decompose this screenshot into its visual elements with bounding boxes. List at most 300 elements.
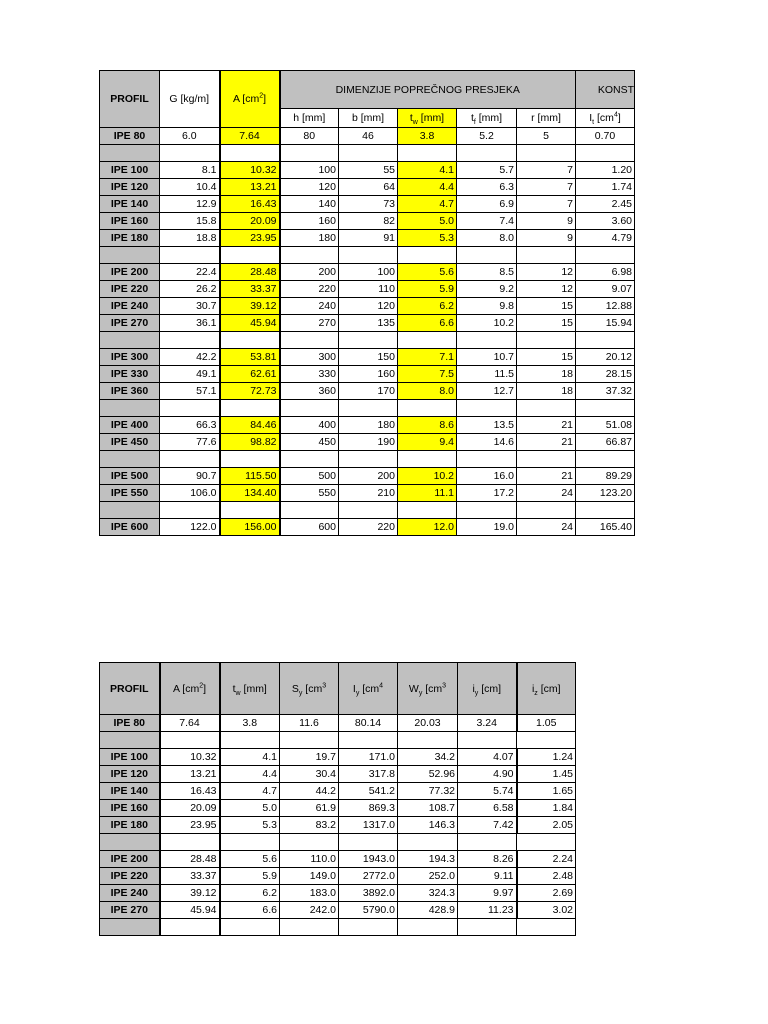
spacer-cell — [398, 400, 457, 417]
cell-tf: 17.2 — [457, 485, 517, 502]
table-row — [100, 349, 635, 366]
spacer-cell — [220, 145, 280, 162]
spacer-cell — [398, 451, 457, 468]
cell-r: 15 — [517, 349, 576, 366]
spacer-cell — [576, 332, 635, 349]
table-row — [100, 179, 635, 196]
cell-iys: 9.11 — [458, 868, 517, 885]
cell-a: 115.50 — [220, 468, 280, 485]
cell-h: 120 — [280, 179, 339, 196]
cell-iz: 3.02 — [517, 902, 576, 919]
cell-tw: 4.7 — [398, 196, 457, 213]
cell-tw: 5.0 — [398, 213, 457, 230]
spacer-cell — [398, 247, 457, 264]
cell-iz: 2.24 — [517, 851, 576, 868]
spacer-cell — [160, 451, 220, 468]
cell-b: 200 — [339, 468, 398, 485]
spacer-cell — [398, 919, 458, 936]
spacer-cell — [280, 145, 339, 162]
cell-g: 42.2 — [160, 349, 220, 366]
table-row — [100, 417, 635, 434]
header2-iy-radius: $i_y$ [cm] — [458, 663, 517, 715]
spacer-cell — [398, 732, 458, 749]
cell-iy: 171.0 — [339, 749, 398, 766]
table-row — [100, 519, 635, 536]
cell-tw: 4.7 — [220, 783, 280, 800]
cell-sy: 11.6 — [280, 715, 339, 732]
spacer-cell — [280, 732, 339, 749]
cell-h: 600 — [280, 519, 339, 536]
header2-iy: $I_y$ [$cm^4$ — [339, 663, 398, 715]
spacer-cell — [220, 732, 280, 749]
profile-name: IPE 100 — [100, 749, 160, 766]
profile-name: IPE 220 — [100, 868, 160, 885]
profile-name: IPE 100 — [100, 162, 160, 179]
cell-b: 55 — [339, 162, 398, 179]
cell-sy: 44.2 — [280, 783, 339, 800]
cell-tw: 4.4 — [398, 179, 457, 196]
cell-it: 1.20 — [576, 162, 635, 179]
table-row — [100, 800, 576, 817]
spacer-cell — [100, 400, 160, 417]
header2-area: A $[cm^2]$ — [160, 663, 220, 715]
cell-g: 26.2 — [160, 281, 220, 298]
spacer-cell — [100, 919, 160, 936]
cell-iy: 1317.0 — [339, 817, 398, 834]
cell-tw: 6.2 — [220, 885, 280, 902]
cell-r: 9 — [517, 213, 576, 230]
spacer-cell — [339, 451, 398, 468]
spacer-cell — [160, 400, 220, 417]
cell-g: 10.4 — [160, 179, 220, 196]
table-row — [100, 298, 635, 315]
cell-iys: 4.07 — [458, 749, 517, 766]
spacer-cell — [100, 247, 160, 264]
table-row — [100, 383, 635, 400]
profile-name: IPE 270 — [100, 902, 160, 919]
cell-tw: 6.2 — [398, 298, 457, 315]
profile-name: IPE 80 — [100, 128, 160, 145]
spacer-cell — [160, 732, 220, 749]
cell-b: 150 — [339, 349, 398, 366]
spacer-row — [100, 919, 576, 936]
cell-a: 98.82 — [220, 434, 280, 451]
cell-g: 66.3 — [160, 417, 220, 434]
cell-tf: 13.5 — [457, 417, 517, 434]
spacer-cell — [220, 834, 280, 851]
cell-h: 500 — [280, 468, 339, 485]
cell-tw: 5.9 — [220, 868, 280, 885]
spacer-row — [100, 502, 635, 519]
profile-name: IPE 200 — [100, 851, 160, 868]
cell-it: 28.15 — [576, 366, 635, 383]
cell-r: 15 — [517, 315, 576, 332]
cell-it: 20.12 — [576, 349, 635, 366]
table-row — [100, 783, 576, 800]
table-row — [100, 196, 635, 213]
cell-a: 45.94 — [220, 315, 280, 332]
cell-a: 23.95 — [160, 817, 220, 834]
cell-tw: 3.8 — [398, 128, 457, 145]
spacer-cell — [220, 502, 280, 519]
cell-tf: 6.3 — [457, 179, 517, 196]
cell-a: 10.32 — [160, 749, 220, 766]
cell-g: 49.1 — [160, 366, 220, 383]
spacer-cell — [457, 332, 517, 349]
cell-it: 0.70 — [576, 128, 635, 145]
cell-tw: 5.9 — [398, 281, 457, 298]
profile-name: IPE 180 — [100, 817, 160, 834]
cell-h: 400 — [280, 417, 339, 434]
cell-a: 156.00 — [220, 519, 280, 536]
cell-iy: 80.14 — [339, 715, 398, 732]
header2-tw: $t_w$ [mm] — [220, 663, 280, 715]
cell-b: 46 — [339, 128, 398, 145]
cell-a: 53.81 — [220, 349, 280, 366]
cell-a: 16.43 — [220, 196, 280, 213]
header-tw: $t_w$ [mm] — [398, 109, 457, 128]
cell-b: 160 — [339, 366, 398, 383]
cell-b: 64 — [339, 179, 398, 196]
cell-tw: 6.6 — [398, 315, 457, 332]
cell-tw: 6.6 — [220, 902, 280, 919]
header-dimensions-group: DIMENZIJE POPREČNOG PRESJEKA — [280, 71, 576, 109]
cell-iys: 8.26 — [458, 851, 517, 868]
cell-iy: 1943.0 — [339, 851, 398, 868]
header2-profil: PROFIL — [100, 663, 160, 715]
profile-name: IPE 600 — [100, 519, 160, 536]
cell-r: 18 — [517, 383, 576, 400]
cell-b: 120 — [339, 298, 398, 315]
cell-tw: 8.6 — [398, 417, 457, 434]
cell-tw: 3.8 — [220, 715, 280, 732]
cell-a: 33.37 — [160, 868, 220, 885]
cell-iy: 5790.0 — [339, 902, 398, 919]
spacer-cell — [517, 919, 576, 936]
cell-iys: 4.90 — [458, 766, 517, 783]
spacer-cell — [339, 145, 398, 162]
spacer-cell — [220, 919, 280, 936]
cell-r: 5 — [517, 128, 576, 145]
cell-iz: 1.65 — [517, 783, 576, 800]
spacer-cell — [517, 332, 576, 349]
spacer-cell — [517, 732, 576, 749]
cell-iz: 2.48 — [517, 868, 576, 885]
table-row — [100, 128, 635, 145]
cell-h: 360 — [280, 383, 339, 400]
cell-tw: 4.4 — [220, 766, 280, 783]
profile-name: IPE 400 — [100, 417, 160, 434]
cell-b: 110 — [339, 281, 398, 298]
profile-name: IPE 120 — [100, 179, 160, 196]
cell-h: 80 — [280, 128, 339, 145]
cell-sy: 19.7 — [280, 749, 339, 766]
table-row — [100, 749, 576, 766]
spacer-cell — [398, 145, 457, 162]
spacer-cell — [517, 502, 576, 519]
cell-tw: 12.0 — [398, 519, 457, 536]
spacer-cell — [517, 145, 576, 162]
cell-tw: 9.4 — [398, 434, 457, 451]
cell-a: 7.64 — [160, 715, 220, 732]
profile-name: IPE 330 — [100, 366, 160, 383]
cell-it: 123.20 — [576, 485, 635, 502]
cell-tf: 5.2 — [457, 128, 517, 145]
spacer-cell — [100, 732, 160, 749]
cell-tw: 7.5 — [398, 366, 457, 383]
cell-g: 12.9 — [160, 196, 220, 213]
table-row — [100, 817, 576, 834]
cell-wy: 324.3 — [398, 885, 458, 902]
spacer-cell — [160, 247, 220, 264]
cell-g: 57.1 — [160, 383, 220, 400]
spacer-cell — [457, 502, 517, 519]
cell-a: 134.40 — [220, 485, 280, 502]
cell-h: 100 — [280, 162, 339, 179]
profile-name: IPE 500 — [100, 468, 160, 485]
cell-b: 190 — [339, 434, 398, 451]
cell-iz: 1.24 — [517, 749, 576, 766]
spacer-cell — [220, 332, 280, 349]
cell-iys: 11.23 — [458, 902, 517, 919]
cell-wy: 52.96 — [398, 766, 458, 783]
cell-tf: 11.5 — [457, 366, 517, 383]
header-tf: $t_f$ [mm] — [457, 109, 517, 128]
cell-h: 450 — [280, 434, 339, 451]
cell-g: 18.8 — [160, 230, 220, 247]
cell-g: 77.6 — [160, 434, 220, 451]
header2-wy: $W_y$ [$cm^3$ — [398, 663, 458, 715]
cell-a: 13.21 — [160, 766, 220, 783]
spacer-cell — [576, 502, 635, 519]
spacer-cell — [458, 834, 517, 851]
spacer-cell — [220, 247, 280, 264]
header-profil: PROFIL — [100, 71, 160, 128]
profile-name: IPE 300 — [100, 349, 160, 366]
cell-wy: 428.9 — [398, 902, 458, 919]
cell-a: 10.32 — [220, 162, 280, 179]
table-row — [100, 230, 635, 247]
cell-r: 7 — [517, 196, 576, 213]
spacer-cell — [339, 247, 398, 264]
cell-h: 200 — [280, 264, 339, 281]
cell-tf: 19.0 — [457, 519, 517, 536]
cell-tf: 8.0 — [457, 230, 517, 247]
spacer-cell — [457, 451, 517, 468]
table-row — [100, 902, 576, 919]
cell-a: 39.12 — [220, 298, 280, 315]
cell-it: 89.29 — [576, 468, 635, 485]
cell-it: 1.74 — [576, 179, 635, 196]
cell-tf: 10.2 — [457, 315, 517, 332]
cell-it: 37.32 — [576, 383, 635, 400]
cell-it: 15.94 — [576, 315, 635, 332]
cell-tw: 10.2 — [398, 468, 457, 485]
cell-a: 7.64 — [220, 128, 280, 145]
table-row — [100, 281, 635, 298]
spacer-cell — [517, 834, 576, 851]
header2-iz: $i_z$ [cm] — [517, 663, 576, 715]
spacer-cell — [517, 247, 576, 264]
spacer-cell — [339, 919, 398, 936]
cell-a: 20.09 — [160, 800, 220, 817]
cell-wy: 77.32 — [398, 783, 458, 800]
table-row — [100, 868, 576, 885]
table-row — [100, 468, 635, 485]
cell-iz: 1.45 — [517, 766, 576, 783]
cell-r: 24 — [517, 519, 576, 536]
cell-wy: 252.0 — [398, 868, 458, 885]
cell-wy: 34.2 — [398, 749, 458, 766]
cell-a: 39.12 — [160, 885, 220, 902]
spacer-cell — [398, 834, 458, 851]
profile-name: IPE 120 — [100, 766, 160, 783]
table-row — [100, 715, 576, 732]
spacer-cell — [457, 247, 517, 264]
spacer-cell — [398, 502, 457, 519]
cell-tf: 16.0 — [457, 468, 517, 485]
cell-iys: 3.24 — [458, 715, 517, 732]
cell-tw: 11.1 — [398, 485, 457, 502]
cell-sy: 183.0 — [280, 885, 339, 902]
table-row — [100, 766, 576, 783]
cell-it: 4.79 — [576, 230, 635, 247]
spacer-cell — [280, 400, 339, 417]
cell-tw: 8.0 — [398, 383, 457, 400]
cell-it: 165.40 — [576, 519, 635, 536]
cell-g: 6.0 — [160, 128, 220, 145]
spacer-cell — [398, 332, 457, 349]
spacer-row — [100, 834, 576, 851]
spacer-cell — [220, 451, 280, 468]
table-row — [100, 434, 635, 451]
cell-wy: 20.03 — [398, 715, 458, 732]
cell-tf: 12.7 — [457, 383, 517, 400]
spacer-row — [100, 732, 576, 749]
cell-a: 16.43 — [160, 783, 220, 800]
spacer-cell — [576, 451, 635, 468]
header-it: $I_t$ $[cm^4]$ — [576, 109, 635, 128]
cell-b: 73 — [339, 196, 398, 213]
cell-r: 21 — [517, 468, 576, 485]
spacer-row — [100, 451, 635, 468]
spacer-cell — [100, 502, 160, 519]
cell-iy: 2772.0 — [339, 868, 398, 885]
cell-r: 24 — [517, 485, 576, 502]
header-r: r [mm] — [517, 109, 576, 128]
cell-a: 28.48 — [220, 264, 280, 281]
cell-g: 90.7 — [160, 468, 220, 485]
cell-iy: 317.8 — [339, 766, 398, 783]
cell-r: 9 — [517, 230, 576, 247]
cell-r: 12 — [517, 264, 576, 281]
cell-r: 21 — [517, 434, 576, 451]
cell-h: 220 — [280, 281, 339, 298]
profile-name: IPE 450 — [100, 434, 160, 451]
spacer-cell — [280, 834, 339, 851]
profile-name: IPE 240 — [100, 885, 160, 902]
cell-tw: 5.3 — [220, 817, 280, 834]
profile-name: IPE 80 — [100, 715, 160, 732]
cell-a: 45.94 — [160, 902, 220, 919]
cell-sy: 110.0 — [280, 851, 339, 868]
cell-iz: 1.84 — [517, 800, 576, 817]
cell-iz: 2.05 — [517, 817, 576, 834]
spacer-cell — [100, 145, 160, 162]
spacer-cell — [280, 247, 339, 264]
cell-tf: 14.6 — [457, 434, 517, 451]
cell-wy: 146.3 — [398, 817, 458, 834]
spacer-cell — [339, 834, 398, 851]
cell-it: 3.60 — [576, 213, 635, 230]
cell-tw: 5.6 — [220, 851, 280, 868]
cell-sy: 30.4 — [280, 766, 339, 783]
profile-name: IPE 270 — [100, 315, 160, 332]
cell-iys: 7.42 — [458, 817, 517, 834]
cell-g: 36.1 — [160, 315, 220, 332]
cell-tf: 5.7 — [457, 162, 517, 179]
cell-tw: 5.0 — [220, 800, 280, 817]
cell-iz: 2.69 — [517, 885, 576, 902]
cell-tw: 4.1 — [220, 749, 280, 766]
profile-dimensions-table — [99, 70, 635, 536]
cell-g: 30.7 — [160, 298, 220, 315]
cell-it: 9.07 — [576, 281, 635, 298]
profile-name: IPE 550 — [100, 485, 160, 502]
cell-h: 300 — [280, 349, 339, 366]
profile-name: IPE 220 — [100, 281, 160, 298]
header-constants-group: KONST — [576, 71, 635, 109]
cell-it: 2.45 — [576, 196, 635, 213]
spacer-cell — [457, 145, 517, 162]
cell-it: 6.98 — [576, 264, 635, 281]
cell-a: 33.37 — [220, 281, 280, 298]
cell-g: 122.0 — [160, 519, 220, 536]
cell-h: 330 — [280, 366, 339, 383]
section-properties-table — [99, 662, 576, 936]
cell-iy: 3892.0 — [339, 885, 398, 902]
cell-it: 51.08 — [576, 417, 635, 434]
cell-b: 210 — [339, 485, 398, 502]
spacer-cell — [280, 502, 339, 519]
spacer-cell — [517, 451, 576, 468]
cell-g: 8.1 — [160, 162, 220, 179]
cell-g: 106.0 — [160, 485, 220, 502]
spacer-cell — [160, 834, 220, 851]
profile-name: IPE 160 — [100, 800, 160, 817]
spacer-cell — [280, 451, 339, 468]
profile-name: IPE 240 — [100, 298, 160, 315]
spacer-cell — [160, 332, 220, 349]
cell-sy: 61.9 — [280, 800, 339, 817]
spacer-row — [100, 332, 635, 349]
cell-h: 160 — [280, 213, 339, 230]
cell-tw: 4.1 — [398, 162, 457, 179]
cell-wy: 108.7 — [398, 800, 458, 817]
cell-a: 62.61 — [220, 366, 280, 383]
spacer-cell — [160, 919, 220, 936]
spacer-cell — [280, 919, 339, 936]
profile-name: IPE 160 — [100, 213, 160, 230]
header-weight: G [kg/m] — [160, 71, 220, 128]
spacer-cell — [458, 919, 517, 936]
cell-h: 550 — [280, 485, 339, 502]
header-b: b [mm] — [339, 109, 398, 128]
table-row — [100, 851, 576, 868]
cell-a: 23.95 — [220, 230, 280, 247]
cell-wy: 194.3 — [398, 851, 458, 868]
cell-r: 7 — [517, 162, 576, 179]
